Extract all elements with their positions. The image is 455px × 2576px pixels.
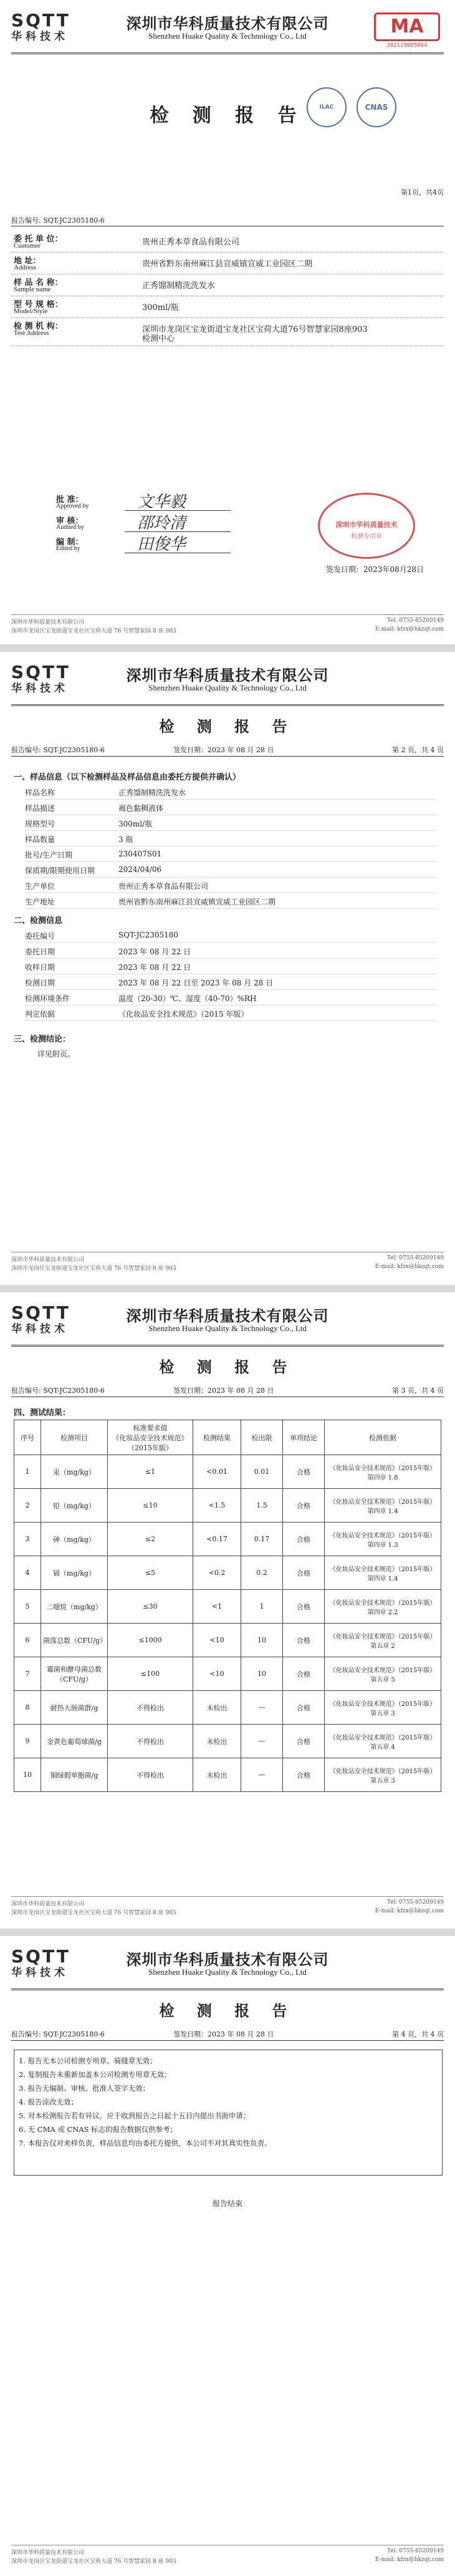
list-item: 3. 报告无编制、审核、批准人签字无效； bbox=[19, 2084, 150, 2093]
table-cell: 2 bbox=[14, 1489, 41, 1523]
table-cell: 未检出 bbox=[193, 1725, 241, 1758]
table-cell: 合格 bbox=[283, 1725, 325, 1758]
table-cell: ≤5 bbox=[108, 1556, 193, 1590]
table-cell: — bbox=[241, 1725, 283, 1758]
page-footer: 深圳市华科质量技术有限公司 深圳市龙岗区宝龙街道宝龙社区宝荷大道 76 号智慧家园 8 座 903 Tel: 0755-85209149 E-mail: kfzx@hkzqt.com bbox=[11, 614, 444, 642]
conclusion-text: 详见附页。 bbox=[37, 1050, 75, 1058]
col-header: 检出限 bbox=[241, 1420, 283, 1455]
page-header bbox=[0, 652, 455, 705]
page-header bbox=[0, 1292, 455, 1346]
table-cell: 合格 bbox=[283, 1489, 325, 1523]
list-item: 检测日期 2023 年 08 月 22 日至 2023 年 08 月 28 日 bbox=[25, 974, 436, 990]
subheader: 报告编号: SQT-JC2305180-6 签发日期：2023 年 08 月 28 日 第 4 页，共 4 页 bbox=[11, 2026, 444, 2041]
list-item: 判定依据 《化妆品安全技术规范》（2015 年版） bbox=[25, 1005, 436, 1021]
table-cell: 合格 bbox=[283, 1758, 325, 1792]
field-model: 型 号 规 格： Model/Style 300ml/瓶 bbox=[11, 296, 444, 318]
company-name-cn: 深圳市华科质量技术有限公司 bbox=[126, 1950, 329, 1968]
edited-by: 编 制： Edited by 田俊华 bbox=[12, 535, 443, 556]
table-cell: <0.01 bbox=[193, 1455, 241, 1489]
table-cell: 砷（mg/kg） bbox=[41, 1523, 108, 1556]
report-title: 检 测 报 告 bbox=[159, 2002, 296, 2020]
table-cell: 《化妆品安全技术规范》（2015年版）第五章 2 bbox=[325, 1624, 441, 1657]
table-cell: 合格 bbox=[283, 1657, 325, 1691]
list-item: 样品名称 正秀馏制精洗洗发水 bbox=[25, 784, 436, 800]
approved-signature: 文华毅 bbox=[137, 493, 186, 511]
table-cell: 不得检出 bbox=[108, 1725, 193, 1758]
company-logo: SQTT 华科技术 bbox=[11, 662, 70, 695]
table-cell: 9 bbox=[14, 1725, 41, 1758]
table-cell: 《化妆品安全技术规范》（2015年版）第四章 1.8 bbox=[325, 1455, 441, 1489]
report-page-1 bbox=[0, 0, 455, 644]
table-cell: 《化妆品安全技术规范》（2015年版）第四章 1.4 bbox=[325, 1489, 441, 1523]
col-header: 序号 bbox=[14, 1420, 41, 1455]
table-cell: ≤30 bbox=[108, 1590, 193, 1624]
list-item: 5. 对本检测报告若有异议，应于收到报告之日起十五日内提出书面申请； bbox=[19, 2111, 251, 2120]
audited-by: 审 核： Audited by 邵玲清 bbox=[12, 514, 443, 535]
report-notes bbox=[19, 2056, 436, 2152]
table-cell: 镉（mg/kg） bbox=[41, 1556, 108, 1590]
table-cell: 《化妆品安全技术规范》（2015年版）第五章 3 bbox=[325, 1691, 441, 1725]
table-cell: 合格 bbox=[283, 1590, 325, 1624]
table-cell: 《化妆品安全技术规范》（2015年版）第四章 1.4 bbox=[325, 1556, 441, 1590]
table-cell: 4 bbox=[14, 1556, 41, 1590]
section-test-info: 二、检测信息 bbox=[14, 916, 63, 926]
audited-signature: 邵玲清 bbox=[137, 514, 186, 533]
company-logo: SQTT 华科技术 bbox=[11, 10, 70, 43]
list-item: 样品数量 3 瓶 bbox=[25, 831, 436, 846]
cover-fields bbox=[11, 231, 444, 346]
col-header: 检测项目 bbox=[41, 1420, 108, 1455]
table-cell: 合格 bbox=[283, 1624, 325, 1657]
table-cell: — bbox=[241, 1691, 283, 1725]
table-cell: 合格 bbox=[283, 1691, 325, 1725]
table-cell: 合格 bbox=[283, 1523, 325, 1556]
company-name-en: Shenzhen Huake Quality & Technology Co., Ltd bbox=[148, 31, 307, 41]
table-cell: 金黄色葡萄球菌/g bbox=[41, 1725, 108, 1758]
section-sample-info: 一、样品信息（以下检测样品及样品信息由委托方提供并确认） bbox=[14, 773, 241, 782]
field-customer: 委 托 单 位： Customer 贵州正秀本草食品有限公司 bbox=[11, 231, 444, 253]
table-row bbox=[14, 1725, 441, 1758]
table-cell: 合格 bbox=[283, 1556, 325, 1590]
table-cell: 二噁烷（mg/kg） bbox=[41, 1590, 108, 1624]
table-row bbox=[14, 1657, 441, 1691]
table-cell: ≤2 bbox=[108, 1523, 193, 1556]
issue-date: 签发日期：2023年08月28日 bbox=[325, 565, 424, 574]
table-cell: 铜绿假单胞菌/g bbox=[41, 1758, 108, 1792]
table-cell: 1.5 bbox=[241, 1489, 283, 1523]
table-cell: 铅（mg/kg） bbox=[41, 1489, 108, 1523]
list-item: 委托编号 SQT-JC2305180 bbox=[25, 927, 436, 943]
header-divider bbox=[11, 52, 444, 54]
list-item: 生产地址 贵州省黔东南州麻江县宣威镇宣威工业园区二期 bbox=[25, 893, 436, 909]
table-cell: 0.17 bbox=[241, 1523, 283, 1556]
table-cell: 0.2 bbox=[241, 1556, 283, 1590]
official-seal-icon: 深圳市华科质量技术 检测专用章 bbox=[318, 493, 415, 559]
report-end: 报告结束 bbox=[212, 2199, 242, 2208]
edited-signature: 田俊华 bbox=[137, 535, 186, 554]
company-name-cn: 深圳市华科质量技术有限公司 bbox=[126, 1307, 329, 1325]
col-header: 单项结论 bbox=[283, 1420, 325, 1455]
page-footer: 深圳市华科质量技术有限公司 深圳市龙岗区宝龙街道宝龙社区宝荷大道 76 号智慧家园 8 座 903 Tel: 0755-85209149 E-mail: kfzx@hkzqt.com bbox=[11, 1252, 444, 1280]
table-row bbox=[14, 1523, 441, 1556]
table-cell: <10 bbox=[193, 1624, 241, 1657]
table-cell: 不得检出 bbox=[108, 1691, 193, 1725]
list-item: 4. 报告涂改无效； bbox=[19, 2098, 79, 2106]
test-info-list bbox=[25, 927, 436, 1021]
table-cell: 菌落总数（CFU/g） bbox=[41, 1624, 108, 1657]
section-results: 四、测试结果： bbox=[14, 1408, 71, 1418]
col-header: 检测结果 bbox=[193, 1420, 241, 1455]
table-cell: ≤100 bbox=[108, 1657, 193, 1691]
table-cell: 不得检出 bbox=[108, 1758, 193, 1792]
table-cell: 合格 bbox=[283, 1455, 325, 1489]
report-page-2 bbox=[0, 652, 455, 1285]
results-table bbox=[14, 1420, 441, 1792]
table-row bbox=[14, 1455, 441, 1489]
table-cell: 《化妆品安全技术规范》（2015年版）第四章 2.2 bbox=[325, 1590, 441, 1624]
list-item: 收样日期 2023 年 08 月 22 日 bbox=[25, 959, 436, 974]
report-title: 检 测 报 告 bbox=[159, 717, 296, 735]
page-header bbox=[0, 1936, 455, 1990]
table-cell: 1 bbox=[241, 1590, 283, 1624]
table-cell: <0.17 bbox=[193, 1523, 241, 1556]
list-item: 批号/生产日期 230407S01 bbox=[25, 846, 436, 862]
table-cell: <0.2 bbox=[193, 1556, 241, 1590]
table-cell: 8 bbox=[14, 1691, 41, 1725]
table-cell: 耐热大肠菌群/g bbox=[41, 1691, 108, 1725]
subheader: 报告编号: SQT-JC2305180-6 签发日期：2023 年 08 月 28 日 第 2 页，共 4 页 bbox=[11, 742, 444, 757]
table-cell: ≤1000 bbox=[108, 1624, 193, 1657]
table-cell: <1.5 bbox=[193, 1489, 241, 1523]
table-cell: 汞（mg/kg） bbox=[41, 1455, 108, 1489]
table-cell: 10 bbox=[241, 1657, 283, 1691]
sample-info-list bbox=[25, 784, 436, 909]
page-number: 第1页，共4页 bbox=[401, 188, 444, 196]
list-item: 6. 无 CMA 或 CNAS 标志的报告数据仅供参考； bbox=[19, 2125, 178, 2134]
table-cell: 霉菌和酵母菌总数（CFU/g） bbox=[41, 1657, 108, 1691]
table-cell: 《化妆品安全技术规范》（2015年版）第五章 5 bbox=[325, 1657, 441, 1691]
table-cell: 6 bbox=[14, 1624, 41, 1657]
table-cell: 10 bbox=[241, 1624, 283, 1657]
list-item: 1. 报告无本公司检测专用章、骑缝章无效； bbox=[19, 2056, 157, 2065]
table-row bbox=[14, 1590, 441, 1624]
report-title: 检 测 报 告 bbox=[150, 105, 305, 127]
table-cell: 3 bbox=[14, 1523, 41, 1556]
table-row bbox=[14, 1758, 441, 1792]
section-conclusion: 三、检测结论： bbox=[14, 1035, 71, 1044]
accreditation-marks bbox=[300, 87, 444, 131]
company-logo: SQTT 华科技术 bbox=[11, 1946, 70, 1979]
list-item: 2. 复制报告未重新加盖本公司检测专用章无效； bbox=[19, 2070, 171, 2079]
table-cell: 《化妆品安全技术规范》（2015年版）第四章 1.3 bbox=[325, 1523, 441, 1556]
table-cell: ≤1 bbox=[108, 1455, 193, 1489]
table-cell: 1 bbox=[14, 1455, 41, 1489]
table-row bbox=[14, 1556, 441, 1590]
field-address: 地 址： Address 贵州省黔东南州麻江县宣威镇宣威工业园区二期 bbox=[11, 253, 444, 274]
col-header: 检测依据 bbox=[325, 1420, 441, 1455]
list-item: 7. 本报告仅对来样负责，样品信息均由委托方提供，本公司不对其真实性负责。 bbox=[19, 2139, 272, 2147]
company-name-en: Shenzhen Huake Quality & Technology Co., Ltd bbox=[148, 1967, 307, 1977]
col-header: 标准要求值 《化妆品安全技术规范》（2015年版） bbox=[108, 1420, 193, 1455]
official-seal-area bbox=[312, 487, 424, 580]
page-footer: 深圳市华科质量技术有限公司 深圳市龙岗区宝龙街道宝龙社区宝荷大道 76 号智慧家园 8 座 903 Tel: 0755-85209149 E-mail: kfzx@hkzqt.com bbox=[11, 1896, 444, 1924]
report-number: 报告编号: SQT-JC2305180-6 bbox=[11, 216, 105, 225]
cnas-mark-icon: CNAS bbox=[357, 87, 396, 127]
report-title: 检 测 报 告 bbox=[159, 1358, 296, 1376]
company-logo: SQTT 华科技术 bbox=[11, 1302, 70, 1335]
table-row bbox=[14, 1624, 441, 1657]
list-item: 检测环境条件 温度（20-30）℃、湿度（40-70）%RH bbox=[25, 990, 436, 1005]
list-item: 样品描述 褐色黏稠液体 bbox=[25, 800, 436, 815]
table-row bbox=[14, 1489, 441, 1523]
approved-by: 批 准： Approved by 文华毅 bbox=[12, 493, 443, 514]
company-name-cn: 深圳市华科质量技术有限公司 bbox=[126, 14, 329, 32]
field-sample-name: 样 品 名 称： Sample name 正秀馏制精洗洗发水 bbox=[11, 274, 444, 296]
table-row bbox=[14, 1691, 441, 1725]
list-item: 生产单位 贵州正秀本草食品有限公司 bbox=[25, 878, 436, 893]
table-cell: <10 bbox=[193, 1657, 241, 1691]
table-cell: ≤10 bbox=[108, 1489, 193, 1523]
list-item: 规格型号 300ml/瓶 bbox=[25, 815, 436, 831]
table-cell: 《化妆品安全技术规范》（2015年版）第五章 3 bbox=[325, 1758, 441, 1792]
table-cell: 10 bbox=[14, 1758, 41, 1792]
subheader: 报告编号: SQT-JC2305180-6 签发日期：2023 年 08 月 28 日 第 3 页，共 4 页 bbox=[11, 1383, 444, 1397]
field-test-address: 检 测 机 构： Test Address 深圳市龙岗区宝龙街道宝龙社区宝荷大道76号智慧家园8座903 检测中心 bbox=[11, 318, 444, 346]
table-cell: 0.01 bbox=[241, 1455, 283, 1489]
list-item: 委托日期 2023 年 08 月 22 日 bbox=[25, 943, 436, 959]
table-cell: — bbox=[241, 1758, 283, 1792]
table-cell: 5 bbox=[14, 1590, 41, 1624]
table-cell: 《化妆品安全技术规范》（2015年版）第五章 4 bbox=[325, 1725, 441, 1758]
table-cell: 未检出 bbox=[193, 1691, 241, 1725]
table-cell: 7 bbox=[14, 1657, 41, 1691]
page-footer: 深圳市华科质量技术有限公司 深圳市龙岗区宝龙街道宝龙社区宝荷大道 76 号智慧家园 8 座 903 Tel: 0755-85209149 E-mail: kfzx@hkzqt.com bbox=[11, 2545, 444, 2573]
ma-certification-mark: MA 202119005864 bbox=[374, 12, 443, 52]
company-name-cn: 深圳市华科质量技术有限公司 bbox=[126, 666, 329, 684]
report-page-4 bbox=[0, 1936, 455, 2576]
company-name-en: Shenzhen Huake Quality & Technology Co., Ltd bbox=[148, 683, 307, 692]
list-item: 保质期/限期使用日期 2024/04/06 bbox=[25, 862, 436, 878]
company-name-en: Shenzhen Huake Quality & Technology Co., Ltd bbox=[148, 1324, 307, 1333]
ilac-mark-icon: ILAC bbox=[307, 87, 347, 127]
table-cell: 未检出 bbox=[193, 1758, 241, 1792]
table-cell: <1 bbox=[193, 1590, 241, 1624]
report-page-3 bbox=[0, 1292, 455, 1929]
page-header bbox=[0, 0, 455, 54]
